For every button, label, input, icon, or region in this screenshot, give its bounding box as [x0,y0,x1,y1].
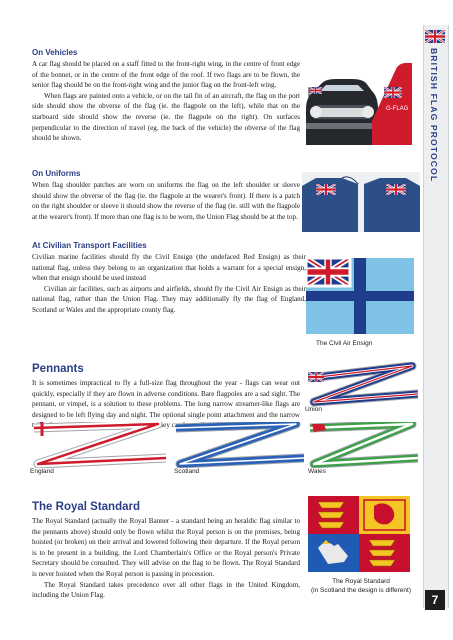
vehicles-paragraph-2: When flags are painted onto a vehicle, or on the tail fin of an aircraft, the flag on the port side should show the obverse of the flag (ie. the flagpole on the left), while that on the starboard side should show the reverse (ie. the flagpole on the right). On surfaces perpendicular to the direction of travel (eg. the back of the vehicle) the obverse of the flag should be shown. [32,91,300,143]
civil-air-ensign-illustration [306,258,414,334]
civilian-paragraph-2: Civilian air facilities, such as airports and airfields, should fly the Civil Air Ensign as their national flag, rather than the Union Flag. They may additionally fly the flag of England, Scotland or Wales and the appropriate county flag. [32,284,306,314]
uniform-shoulder-illustration [302,172,420,232]
union-pennant-illustration [300,362,418,408]
civilian-text [32,252,306,316]
royal-paragraph-1: The Royal Standard (actually the Royal Banner - a standard being an heraldic flag similar to the pennants above) should only be flown whilst the Royal person is on the premises, being hoisted (or broken) on their arrival and lowered following their departure. If the Royal person is to be present in a building, the Lord Chamberlain's Office or the Royal person's Private Secretary should be consulted. They will advise on the flag to be flown. The Royal Standard is never hoisted when the Royal person is passing in procession. [32,517,300,578]
uniforms-heading: On Uniforms [32,169,81,178]
sidebar-title: BRITISH FLAG PROTOCOL [429,48,439,183]
royal-text [32,516,300,601]
civil-air-ensign-caption: The Civil Air Ensign [316,340,373,347]
scotland-pennant-illustration [170,422,304,468]
royal-standard-illustration [308,496,410,572]
union-pennant-label: Union [305,406,322,413]
civilian-heading: At Civilian Transport Facilities [32,241,147,250]
car-and-tailfin-illustration [300,57,418,147]
england-pennant-illustration [28,422,166,468]
royal-heading: The Royal Standard [32,501,140,513]
england-pennant-label: England [30,468,54,475]
wales-pennant-illustration [304,422,418,468]
tail-registration: G-FLAG [386,106,409,112]
royal-caption-line-2: (in Scotland the design is different) [311,586,411,594]
royal-standard-caption [304,578,418,595]
pennants-heading: Pennants [32,363,84,375]
pennants-text: It is sometimes impractical to fly a full-size flag throughout the year - flags can wear out quickly, especially if they are flown in adverse conditions. Bare flagpoles are a sad sight. The pennant, or vimpel, is a solution to these problems. The long narrow streamer-like flags are designed to be left flying day and night. The optional single point attachment and the narrow tail reduce wear and their length means that they can be easily repaired. [32,379,300,430]
wales-pennant-label: Wales [308,468,326,475]
vehicles-heading: On Vehicles [32,48,78,57]
royal-caption-line-1: The Royal Standard [332,578,390,585]
scotland-pennant-label: Scotland [174,468,200,475]
civilian-paragraph-1: Civilian marine facilities should fly the Civil Ensign (the undefaced Red Ensign) as their national flag, unless they belong to an organization that holds a warrant for a special ensign, when that ensign should be used instead [32,253,306,283]
page-number: 7 [425,590,445,610]
vehicles-paragraph-1: A car flag should be placed on a staff fitted to the front-right wing, in the centre of front edge of the bonnet, or in the centre of the front edge of the roof. If two flags are to be flown, the senior flag should be on the front-right wing and the junior flag on the front-left wing. [32,60,300,90]
vehicles-text [32,59,300,144]
union-flag-icon [425,30,445,43]
uniforms-text: When flag shoulder patches are worn on uniforms the flag on the left shoulder or sleeve should show the obverse of the flag (ie. the flagpole at the wearer's front). If there is a patch on the right shoulder or sleeve it should show the reverse of the flag (ie. still with the flagpole at the wearer's front). If more than one flag is to be worn, the Union Flag should be at the top. [32,181,300,221]
royal-paragraph-2: The Royal Standard takes precedence over all other flags in the United Kingdom, including the Union Flag. [32,580,300,600]
